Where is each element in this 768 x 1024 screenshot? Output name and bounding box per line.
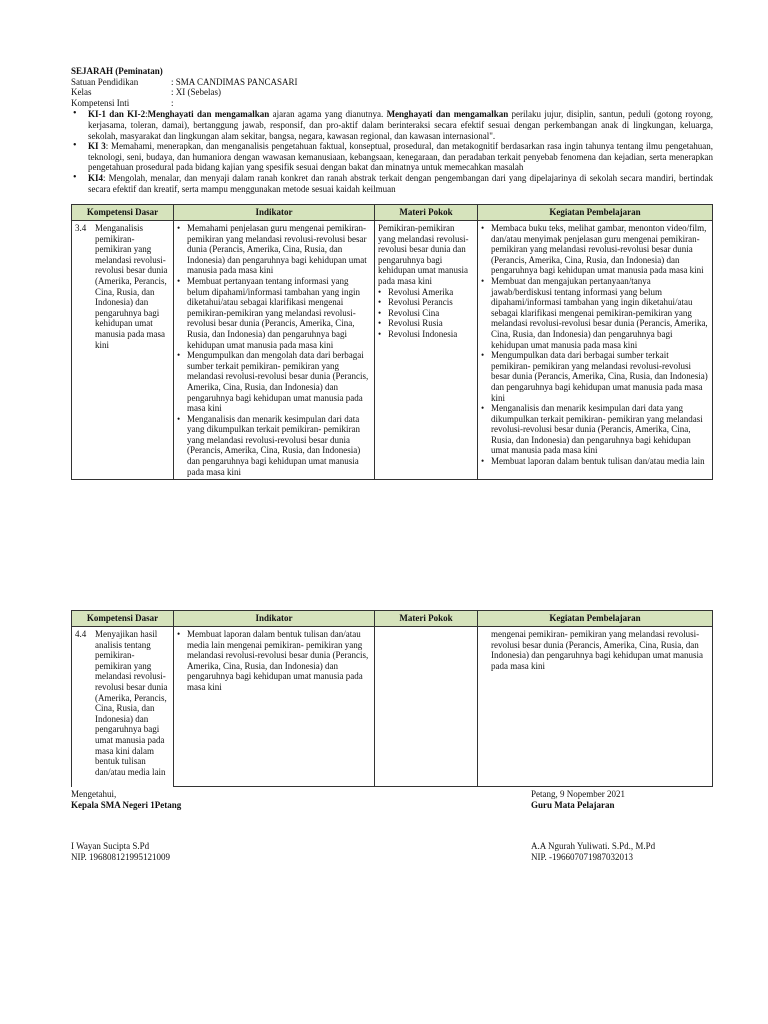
signature-name: I Wayan Sucipta S.Pd	[71, 841, 150, 852]
ki-sep: :	[105, 141, 111, 152]
signature-teacher	[531, 789, 655, 862]
kegiatan-item: • Menganalisis dan menarik kesimpulan dari data yang dikumpulkan terkait pemikiran- pemikiran yang melandasi revolusi-revolusi besar dunia (Perancis, Amerika, Cina, Rusia, dan Indonesia) dan pengaruhnya bagi kehidupan umat manusia pada masa kini	[481, 403, 709, 456]
ki-sep: :	[103, 172, 109, 183]
ki-text: Memahami, menerapkan, dan menganalisis pengetahuan faktual, konseptual, prosedural, dan metakognitif berdasarkan rasa ingin tahunya tentang ilmu pengetahuan, teknologi, seni, budaya, dan humaniora dengan wawasan kemanusiaan, kebangsaan, kenegaraan, dan peradaban terkait penyebab fenomena dan kejadian, serta menerapkan pengetahuan prosedural pada bidang kajian yang spesifik sesuai dengan bakat dan minatnya untuk memecahkan masalah	[88, 141, 713, 173]
materi-intro: Pemikiran-pemikiran yang melandasi revolusi-revolusi besar dunia dan pengaruhnya bagi kehidupan umat manusia pada masa kini	[378, 223, 469, 286]
table-row	[72, 221, 713, 480]
header-materi-pokok: Materi Pokok	[375, 611, 478, 627]
header-materi-pokok: Materi Pokok	[375, 205, 478, 221]
info-row	[71, 77, 713, 88]
competency-table-2	[71, 610, 713, 787]
ki-text: Mengolah, menalar, dan menyaji dalam ranah konkret dan ranah abstrak terkait dengan pengembangan dari yang dipelajarinya di sekolah secara mandiri, bertindak secara efektif dan kreatif, serta mampu menggunakan metode sesuai kaidah keilmuan	[88, 172, 713, 194]
signature-name: A.A Ngurah Yuliwati. S.Pd., M.Pd	[531, 841, 656, 852]
subject-title: SEJARAH (Peminatan)	[71, 66, 163, 76]
materi-item: • Revolusi Indonesia	[378, 329, 474, 340]
signature-nip: NIP. -196607071987032013	[531, 851, 634, 862]
signature-role: Kepala SMA Negeri 1Petang	[71, 799, 182, 810]
kd-text: Menyajikan hasil analisis tentang pemikiran-pemikiran yang melandasi revolusi-revolusi besar dunia (Amerika, Perancis, Cina, Rusia, dan Indonesia) dan pengaruhnya bagi umat manusia pada masa kini dalam bentuk tulisan dan/atau media lain	[95, 629, 168, 777]
kegiatan-continuation: mengenai pemikiran- pemikiran yang melandasi revolusi-revolusi besar dunia (Perancis, Amerika, Cina, Rusia, dan Indonesia) dan pengaruhnya bagi kehidupan umat manusia pada masa kini	[491, 629, 703, 671]
header-kegiatan: Kegiatan Pembelajaran	[478, 205, 713, 221]
materi-cell	[375, 627, 478, 787]
materi-item: • Revolusi Perancis	[378, 297, 474, 308]
document-header	[71, 66, 713, 194]
kegiatan-item: • Membuat dan mengajukan pertanyaan/tanya jawab/berdiskusi tentang informasi yang belum dipahami/informasi tambahan yang ingin diketahui/atau sebagai klarifikasi mengenai pemikiran-pemikiran yang melandasi revolusi-revolusi besar dunia (Perancis, Amerika, Cina, Rusia, dan Indonesia) dan pengaruhnya bagi kehidupan umat manusia pada masa kini	[481, 276, 709, 350]
kegiatan-item: • Membaca buku teks, melihat gambar, menonton video/film, dan/atau menyimak penjelasan guru mengenai pemikiran-pemikiran yang melandasi revolusi-revolusi besar dunia (Perancis, Amerika, Cina, Rusia, dan Indonesia) dan pengaruhnya bagi kehidupan umat manusia pada masa kini	[481, 223, 709, 276]
ki-label: KI-1 dan KI-2	[88, 109, 146, 120]
signature-nip: NIP. 196808121995121009	[71, 851, 171, 862]
kd-cell	[72, 627, 174, 787]
ki-list	[71, 109, 713, 194]
info-value: :	[171, 97, 174, 108]
materi-item: • Revolusi Cina	[378, 308, 474, 319]
ki-text: ajaran agama yang dianutnya.	[269, 109, 387, 120]
ki-label: KI4	[88, 172, 104, 183]
ki-label: KI 3	[88, 141, 106, 152]
kd-number: 4.4	[75, 629, 87, 639]
header-kegiatan: Kegiatan Pembelajaran	[478, 611, 713, 627]
kd-number: 3.4	[75, 223, 87, 233]
kegiatan-cell	[478, 627, 713, 787]
materi-cell	[375, 221, 478, 480]
header-kompetensi-dasar: Kompetensi Dasar	[72, 205, 174, 221]
ki-bold: Menghayati dan mengamalkan	[147, 109, 270, 120]
info-key: Kompetensi Inti	[71, 97, 130, 108]
ki-sep: :	[145, 109, 148, 120]
header-indikator: Indikator	[174, 611, 375, 627]
ki-item	[71, 141, 713, 173]
kegiatan-item: • Mengumpulkan data dari berbagai sumber terkait pemikiran- pemikiran yang melandasi revolusi-revolusi besar dunia (Perancis, Amerika, Cina, Rusia, dan Indonesia) dan pengaruhnya bagi kehidupan umat manusia pada masa kini	[481, 350, 709, 403]
info-value: : SMA CANDIMAS PANCASARI	[171, 76, 298, 87]
kd-text: Menganalisis pemikiran-pemikiran yang melandasi revolusi-revolusi besar dunia (Amerika, Perancis, Cina, Rusia, dan Indonesia) dan pengaruhnya bagi kehidupan umat manusia pada masa kini	[95, 223, 168, 350]
signature-caption: Mengetahui,	[71, 789, 117, 799]
indikator-item: • Menganalisis dan menarik kesimpulan dari data yang dikumpulkan terkait pemikiran- pemikiran yang melandasi revolusi-revolusi besar dunia (Perancis, Amerika, Cina, Rusia, dan Indonesia) dan pengaruhnya bagi kehidupan umat manusia pada masa kini	[177, 414, 371, 478]
info-key: Kelas	[71, 87, 92, 98]
materi-item: • Revolusi Rusia	[378, 318, 474, 329]
info-value: : XI (Sebelas)	[171, 87, 221, 98]
ki-item	[71, 109, 713, 141]
ki-item	[71, 173, 713, 194]
indikator-item: • Membuat pertanyaan tentang informasi yang belum dipahami/informasi tambahan yang ingin diketahui/atau sebagai klarifikasi mengenai pemikiran-pemikiran yang melandasi revolusi-revolusi besar dunia (Perancis, Amerika, Cina, Rusia, dan Indonesia) dan pengaruhnya bagi kehidupan umat manusia pada masa kini	[177, 276, 371, 350]
ki-text: perilaku jujur, disiplin, santun, peduli (gotong royong, kerjasama, toleran, damai), bertanggung jawab, responsif, dan pro-aktif dalam berinteraksi secara efektif sesuai dengan perkembangan anak di lingkungan, keluarga, sekolah, masyarakat dan lingkungan alam sekitar, bangsa, negara, kawasan regional, dan kawasan internasional".	[88, 109, 714, 141]
table-row	[72, 627, 713, 787]
indikator-cell	[174, 627, 375, 787]
signature-role: Guru Mata Pelajaran	[531, 799, 615, 810]
info-key: Satuan Pendidikan	[71, 76, 139, 87]
ki-bold: Menghayati dan mengamalkan	[386, 109, 509, 120]
kegiatan-cell	[478, 221, 713, 480]
info-row	[71, 98, 713, 109]
kd-cell	[72, 221, 174, 480]
indikator-item: • Memahami penjelasan guru mengenai pemikiran-pemikiran yang melandasi revolusi-revolusi besar dunia (Perancis, Amerika, Cina, Rusia, dan Indonesia) dan pengaruhnya bagi kehidupan umat manusia pada masa kini	[177, 223, 371, 276]
header-indikator: Indikator	[174, 205, 375, 221]
kegiatan-item: • Membuat laporan dalam bentuk tulisan dan/atau media lain	[481, 456, 709, 467]
info-row	[71, 87, 713, 98]
indikator-item: • Mengumpulkan dan mengolah data dari berbagai sumber terkait pemikiran- pemikiran yang melandasi revolusi-revolusi besar dunia (Perancis, Amerika, Cina, Rusia, dan Indonesia) dan pengaruhnya bagi kehidupan umat manusia pada masa kini	[177, 350, 371, 414]
signature-place-date: Petang, 9 Nopember 2021	[531, 789, 625, 799]
materi-item: • Revolusi Amerika	[378, 287, 474, 298]
indikator-item: • Membuat laporan dalam bentuk tulisan dan/atau media lain mengenai pemikiran- pemikiran yang melandasi revolusi-revolusi besar dunia (Perancis, Amerika, Cina, Rusia, dan Indonesia) dan pengaruhnya bagi kehidupan umat manusia pada masa kini	[177, 629, 371, 693]
signature-principal	[71, 789, 181, 862]
competency-table-1	[71, 204, 713, 480]
header-kompetensi-dasar: Kompetensi Dasar	[72, 611, 174, 627]
indikator-cell	[174, 221, 375, 480]
